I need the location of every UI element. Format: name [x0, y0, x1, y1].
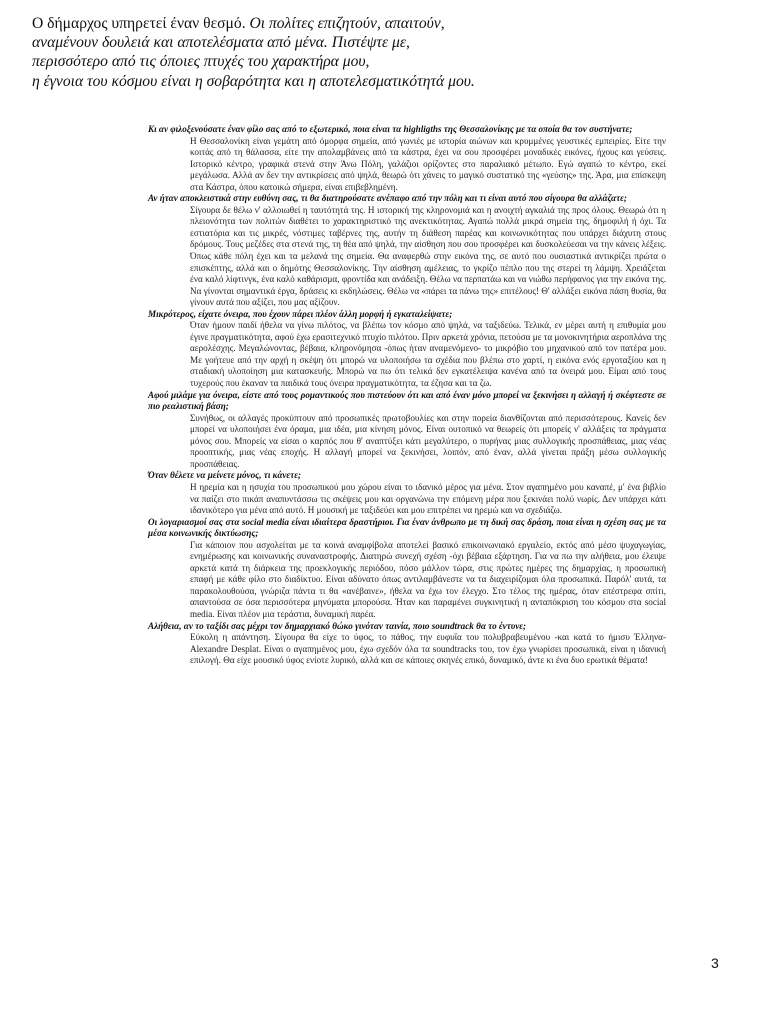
qa-block [148, 309, 666, 390]
qa-block [148, 124, 666, 193]
pull-quote-line-4: η έγνοια του κόσμου είναι η σοβαρότητα και η αποτελεσματικότητά μου. [32, 72, 475, 90]
interview-answer: Η Θεσσαλονίκη είναι γεμάτη από όμορφα σημεία, από γωνιές με ιστορία αιώνων και κρυμμένες γευστικές εμπειρίες. Είτε την κοιτάς από τη θάλασσα, είτε την απολαμβάνεις από τα κάστρα, έχει να σου προσφέρει μοναδικές εικόνες, ήχους και γεύσεις. Ιστορικό κέντρο, γραφικά στενά στην Άνω Πόλη, γαλάζιοι ορίζοντες στο παραλιακό μέτωπο. Εγώ αγαπώ το κέντρο, εκεί μεγάλωσα. Αλλά αν δεν την αντικρίσεις από ψηλά, θεωρώ ότι χάνεις το μαγικό συστατικό της «γεύσης» της. Άρα, μια επίσκεψη στα Κάστρα, όπου κατοικώ σήμερα, είναι επιβεβλημένη. [190, 135, 666, 192]
interview-question: Αφού μιλάμε για όνειρα, είστε από τους ρομαντικούς που πιστεύουν ότι και από έναν μόνο μπορεί να ξεκινήσει η αλλαγή ή σκέφτεστε σε πιο ρεαλιστική βάση; [148, 389, 666, 412]
interview-answer: Σίγουρα δε θέλω ν' αλλοιωθεί η ταυτότητά της. Η ιστορική της κληρονομιά και η ανοιχτή αγκαλιά της προς όλους. Θεωρώ ότι η πλειονότητα των πολιτών διαθέτει το χαρακτηριστικό της ανεκτικότητας. Αγαπώ πολλά μικρά σημεία της, δημοφιλή ή όχι. Τα εστιατόρια και τις μικρές, νόστιμες ταβέρνες της, αυτήν τη διάθεση παρέας και κοινωνικότητας που υπάρχει διάχυτη στους δρόμους. Τους μεζέδες στα στενά της, τη θέα από ψηλά, την αίσθηση που σου προσφέρει και δυσκολεύεσαι να την κάνεις λέξεις. Όπως κάθε πόλη έχει και τα μελανά της σημεία. Θα αναφερθώ στην εικόνα της, σε αυτό που ουσιαστικά αντικρίζει πρώτα ο επισκέπτης, αλλά και ο δημότης Θεσσαλονίκης. Την αίσθηση αμέλειας, το γκρίζο πέπλο που της στερεί τη λάμψη. Χρειάζεται ένα καλό λίφτινγκ, ένα καλό καθάρισμα, φροντίδα και ανάδειξη. Θέλω να περπατάω και να νιώθω περήφανος για την εικόνα της. Να γίνονται σημαντικά έργα, δράσεις κι εκδηλώσεις. Θέλω να «πάρει τα πάνω της» επιτέλους! Θ' αλλάξει εικόνα πάση θυσία, θα γίνουν αυτά που αξίζει, που μας αξίζουν. [190, 204, 666, 308]
interview-question: Κι αν φιλοξενούσατε έναν φίλο σας από το εξωτερικό, ποια είναι τα highligths της Θεσσαλονίκης με τα οποία θα τον συστήνατε; [148, 124, 633, 134]
pull-quote-line-2: αναμένουν δουλειά και αποτελέσματα από μένα. Πιστέψτε με, [32, 34, 410, 52]
pull-quote [32, 14, 632, 91]
interview-answer: Όταν ήμουν παιδί ήθελα να γίνω πιλότος, να βλέπω τον κόσμο από ψηλά, να ταξιδεύω. Τελικά, εν μέρει αυτή η επιθυμία μου έγινε πραγματικότητα, αφού έχω ερασιτεχνικό πτυχίο πιλότου. Πριν αρκετά χρόνια, πετούσα με τα μονοκινητήρια αεροπλάνα της αερολέσχης. Μεγαλώνοντας, βέβαια, κληρονόμησα -όπως ήταν αναμενόμενο- το μικρόβιο του μηχανικού από τον πατέρα μου. Με γοήτευε από την αρχή η σκέψη ότι μπορώ να υλοποιήσω τα σχέδια που βλέπω στο χαρτί, η εικόνα ενός εργοταξίου και η σταδιακή υλοποίηση μια κατασκευής. Μπορώ να πω ότι τελικά δεν εγκατέλειψα κανένα από τα όνειρά μου. Είμαι από τους τυχερούς που έκαναν τα παιδικά τους όνειρα πραγματικότητα, τα έζησα και τα ζω. [190, 320, 666, 389]
qa-block [148, 621, 666, 667]
interview-answer: Η ηρεμία και η ησυχία του προσωπικού μου χώρου είναι το ιδανικό μέρος για μένα. Στον αγαπημένο μου καναπέ, μ' ένα βιβλίο να παίζει στο πικάπ αναπυντάσσω τις σκέψεις μου και οργανώνω την επόμενη μέρα που ξεκινάει πολύ νωρίς. Δεν υπάρχει κάτι ιδανικότερο για μένα από αυτό. Η μουσική με ταξιδεύει και μου επιτρέπει να ηρεμώ και να σχεδιάζω. [190, 481, 666, 516]
qa-block [148, 193, 666, 308]
interview-answer: Εύκολη η απάντηση. Σίγουρα θα είχε το ύφος, το πάθος, την ευφυΐα του πολυβραβευμένου -και κατά το ήμισυ Έλληνα- Alexandre Desplat. Είναι ο αγαπημένος μου, έχω σχεδόν όλα τα soundtracks του, τον έχω γνωρίσει προσωπικά, είναι η ιδανική επιλογή. Θα είχε μουσικό ύφος ενίοτε λυρικό, αλλά και σε κάποιες σκηνές επικό, δυναμικό, άντε κι ένα δυο ερωτικά θέματα! [190, 632, 666, 666]
interview-question: Όταν θέλετε να μείνετε μόνος, τι κάνετε; [148, 470, 301, 481]
pull-quote-line-3: περισσότερο από τις όποιες πτυχές του χαρακτήρα μου, [32, 53, 370, 71]
interview-question: Μικρότερος, είχατε όνειρα, που έχουν πάρει πλέον άλλη μορφή ή εγκαταλείψατε; [148, 308, 453, 319]
interview-question: Οι λογαριασμοί σας στα social media είναι ιδιαίτερα δραστήριοι. Για έναν άνθρωπο με τη δική σας δράση, ποια είναι η σχέση σας με τα μέσα κοινωνικής δικτύωσης; [148, 516, 666, 539]
qa-block [148, 470, 666, 516]
interview-question: Αν ήταν αποκλειστικά στην ευθύνη σας, τι θα διατηρούσατε ανέπαφο από την πόλη και τι είναι αυτό που σίγουρα θα αλλάζατε; [148, 193, 627, 204]
interview-question: Αλήθεια, αν το ταξίδι σας μέχρι τον δημαρχιακό θώκο γινόταν ταινία, ποιο soundtrack θα το έντυνε; [148, 620, 527, 631]
interview-body [148, 124, 666, 667]
qa-block [148, 390, 666, 471]
interview-answer: Συνήθως, οι αλλαγές προκύπτουν από προσωπικές πρωτοβουλίες και στην πορεία διανθίζονται από περισσότερους. Κανείς δεν μπορεί να υλοποιήσει ένα όραμα, μια ιδέα, μια κίνηση μόνος. Είναι ουτοπικό να θεωρείς ότι μπορείς ν' αλλάξεις τα πράγματα μόνος σου. Μπορείς να είσαι ο καρπός που θ' αναπτύξει κάτι μεγαλύτερο, ο πυρήνας μιας συλλογικής προσπάθειας, μιας νέας προοπτικής, μιας νέας εποχής. Η αλλαγή μπορεί να ξεκινήσει, λοιπόν, από έναν, αλλά γίνεται πράξη μέσω συλλογικής προσπάθειας. [190, 412, 666, 469]
qa-block [148, 517, 666, 621]
pull-quote-emphasis: Οι πολίτες επιζητούν, απαιτούν, [245, 15, 445, 32]
interview-answer: Για κάποιον που ασχολείται με τα κοινά αναμφίβολα αποτελεί βασικό επικοινωνιακό εργαλείο, εκτός από μέσο ψυχαγωγίας, ενημέρωσης και κοινωνικής συναναστροφής. Διατηρώ συνεχή σχέση -όχι βέβαια εξάρτηση. Για να πω την αλήθεια, μου έλειψε αρκετά κατά τη διάρκεια της προεκλογικής περιόδου, πόσο μάλλον τώρα, στις πρώτες ημέρες της δημαρχίας, η προσωπική επαφή με κάθε φίλο στο διαδίκτυο. Είναι αδύνατο όπως αντιλαμβάνεστε να τα διαχειρίζομαι όλα προσωπικά. Παρόλ' αυτά, τα παρακολουθούσα, γνώριζα πάντα τι θα «ανέβαινε», ήθελα να έχω τον έλεγχο. Στο τέλος της ημέρας, όταν επέστρεφα σπίτι, απαντούσα σε όσα περισσότερα μηνύματα μπορούσα. Ήταν και παραμένει συγκινητική η ανταπόκριση του κόσμου στα social media. Είναι πλέον μια τεράστια, δυναμική παρέα. [190, 539, 666, 619]
pull-quote-line-1 [32, 14, 632, 33]
page-number: 3 [711, 955, 719, 971]
pull-quote-lead: Ο δήμαρχος υπηρετεί έναν θεσμό. [32, 15, 246, 32]
